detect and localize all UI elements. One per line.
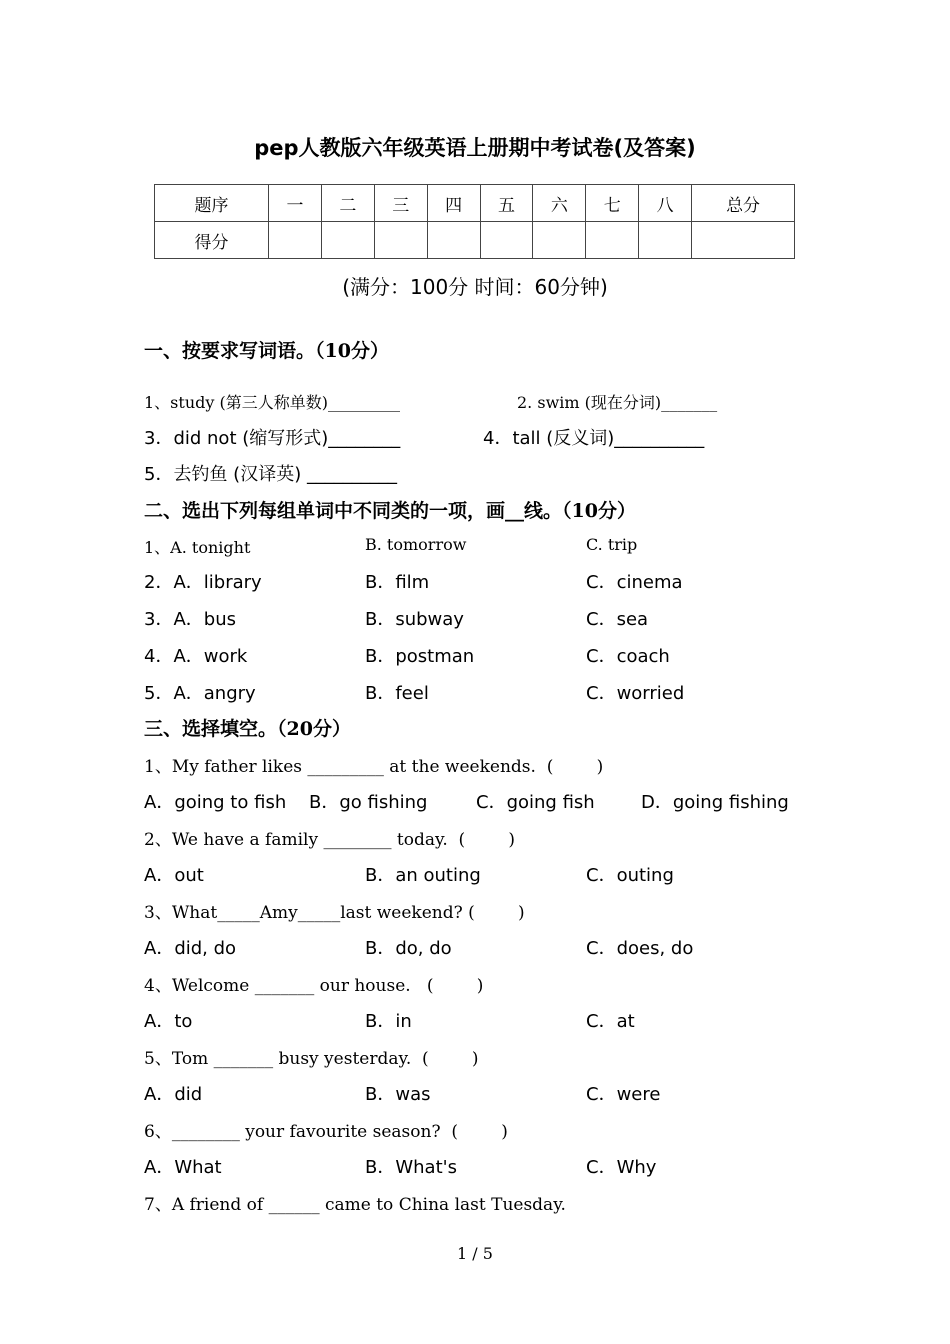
score-blank-cell: [321, 222, 374, 259]
s3-q1-option-b: B．go fishing: [309, 792, 428, 813]
s3-q3-option-a: A．did, do: [144, 938, 237, 959]
document-title: pep人教版六年级英语上册期中考试卷(及答案): [254, 136, 696, 160]
score-time-note: (满分：100分 时间：60分钟): [342, 275, 608, 299]
score-header-cell: 五: [480, 185, 533, 222]
score-header-cell: 七: [586, 185, 639, 222]
score-table-score-row: [155, 222, 795, 259]
score-blank-cell: [269, 222, 322, 259]
score-header-cell: 题序: [155, 185, 269, 222]
score-header-cell: 三: [374, 185, 427, 222]
score-header-cell: 总分: [692, 185, 795, 222]
score-blank-cell: [533, 222, 586, 259]
score-blank-cell: [427, 222, 480, 259]
s2-row-2-c: C．cinema: [586, 572, 683, 593]
s3-q3-option-c: C．does, do: [586, 938, 694, 959]
s3-q6-option-a: A．What: [144, 1157, 222, 1178]
section-1-heading: 一、按要求写词语。（10分）: [144, 340, 389, 362]
s2-row-4-c: C．coach: [586, 646, 670, 667]
s2-row-5-c: C．worried: [586, 683, 685, 704]
score-table-header-row: [155, 185, 795, 222]
s3-question-1: 1、My father likes _________ at the weekends. ( ): [144, 757, 604, 777]
s1-item-1: 1、study (第三人称单数)_________: [144, 393, 400, 412]
s2-row-3-a: 3．A．bus: [144, 609, 236, 630]
s1-item-4: 4．tall (反义词)__________: [483, 428, 705, 449]
s3-q4-option-c: C．at: [586, 1011, 635, 1032]
s3-q2-option-c: C．outing: [586, 865, 674, 886]
score-header-cell: 八: [639, 185, 692, 222]
score-blank-cell: [480, 222, 533, 259]
s3-question-6: 6、________ your favourite season? ( ): [144, 1122, 508, 1142]
score-header-cell: 一: [269, 185, 322, 222]
s2-row-4-b: B．postman: [365, 646, 475, 667]
s2-row-2-b: B．film: [365, 572, 430, 593]
section-3-heading: 三、选择填空。（20分）: [144, 718, 351, 740]
s1-item-3: 3．did not (缩写形式)________: [144, 428, 401, 449]
s1-item-5: 5．去钓鱼 (汉译英) __________: [144, 464, 397, 485]
s3-q4-option-a: A．to: [144, 1011, 193, 1032]
s2-row-5-a: 5．A．angry: [144, 683, 256, 704]
s3-q1-option-a: A．going to fish: [144, 792, 287, 813]
s3-question-5: 5、Tom _______ busy yesterday. ( ): [144, 1049, 479, 1069]
s3-q5-option-c: C．were: [586, 1084, 661, 1105]
s3-q5-option-b: B．was: [365, 1084, 431, 1105]
s3-q3-option-b: B．do, do: [365, 938, 452, 959]
score-row-label: 得分: [155, 222, 269, 259]
score-blank-cell: [692, 222, 795, 259]
score-header-cell: 四: [427, 185, 480, 222]
s3-q4-option-b: B．in: [365, 1011, 412, 1032]
s1-item-2: 2. swim (现在分词)_______: [517, 393, 718, 412]
s2-row-2-a: 2．A．library: [144, 572, 262, 593]
s3-question-4: 4、Welcome _______ our house. ( ): [144, 976, 484, 996]
s3-q1-option-d: D．going fishing: [641, 792, 789, 813]
s3-question-3: 3、What_____Amy_____last weekend? ( ): [144, 903, 525, 923]
section-2-heading: 二、选出下列每组单词中不同类的一项，画__线。（10分）: [144, 500, 636, 522]
s3-question-7: 7、A friend of ______ came to China last Tuesday.: [144, 1195, 566, 1215]
s2-row-1-a: 1、A. tonight: [144, 538, 251, 557]
s3-q5-option-a: A．did: [144, 1084, 203, 1105]
s2-row-3-b: B．subway: [365, 609, 464, 630]
s2-row-1-c: C. trip: [586, 535, 638, 554]
score-blank-cell: [374, 222, 427, 259]
score-blank-cell: [639, 222, 692, 259]
s3-q2-option-b: B．an outing: [365, 865, 481, 886]
score-table: [154, 184, 795, 259]
page-number: 1 / 5: [457, 1244, 493, 1263]
s2-row-4-a: 4．A．work: [144, 646, 248, 667]
s2-row-5-b: B．feel: [365, 683, 429, 704]
score-header-cell: 二: [321, 185, 374, 222]
score-blank-cell: [586, 222, 639, 259]
s3-question-2: 2、We have a family ________ today. ( ): [144, 830, 516, 850]
s3-q2-option-a: A．out: [144, 865, 204, 886]
s2-row-3-c: C．sea: [586, 609, 649, 630]
s2-row-1-b: B. tomorrow: [365, 535, 467, 554]
s3-q1-option-c: C．going fish: [476, 792, 595, 813]
s3-q6-option-c: C．Why: [586, 1157, 657, 1178]
s3-q6-option-b: B．What's: [365, 1157, 457, 1178]
score-header-cell: 六: [533, 185, 586, 222]
